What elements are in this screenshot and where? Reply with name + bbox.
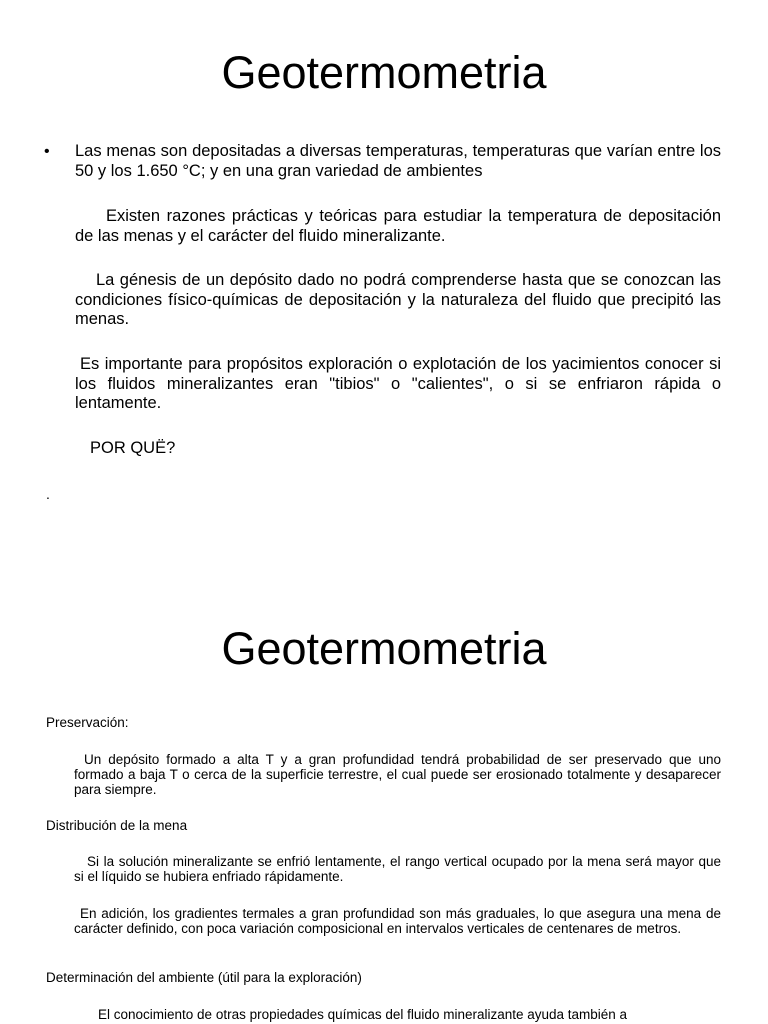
slide-2 [0, 576, 768, 1024]
paragraph: Si la solución mineralizante se enfrió lentamente, el rango vertical ocupado por la mena será mayor que si el líquido se hubiera enfriado rápidamente. [74, 854, 721, 884]
trailing-dot: . [46, 486, 50, 502]
bullet-icon: • [44, 143, 50, 160]
section-heading: Determinación del ambiente (útil para la exploración) [46, 970, 362, 985]
paragraph: El conocimiento de otras propiedades químicas del fluido mineralizante ayuda también a [98, 1007, 628, 1022]
slide-title: Geotermometria [221, 47, 547, 98]
paragraph: Las menas son depositadas a diversas temperaturas, temperaturas que varían entre los 50 y los 1.650 °C; y en una gran variedad de ambientes [75, 142, 721, 180]
section-heading: Preservación: [46, 715, 129, 730]
section-heading: Distribución de la mena [46, 818, 188, 833]
paragraph: La génesis de un depósito dado no podrá comprenderse hasta que se conozcan las condiciones físico-químicas de depositación y la naturaleza del fluido que precipitó las menas. [75, 271, 721, 328]
paragraph: En adición, los gradientes termales a gran profundidad son más graduales, lo que asegura una mena de carácter definido, con poca variación composicional en intervalos verticales de centenares de metros. [74, 906, 721, 936]
slide-title: Geotermometria [221, 623, 547, 674]
paragraph: Existen razones prácticas y teóricas para estudiar la temperatura de depositación de las menas y el carácter del fluido mineralizante. [75, 207, 721, 245]
paragraph: Es importante para propósitos exploración o explotación de los yacimientos conocer si los fluidos mineralizantes eran "tibios" o "calientes", o si se enfriaron rápida o lentamente. [75, 355, 721, 412]
question-text: POR QUË? [90, 439, 176, 457]
paragraph: Un depósito formado a alta T y a gran profundidad tendrá probabilidad de ser preservado que uno formado a baja T o cerca de la superficie terrestre, el cual puede ser erosionado totalmente y desaparecer para siempre. [74, 752, 721, 797]
